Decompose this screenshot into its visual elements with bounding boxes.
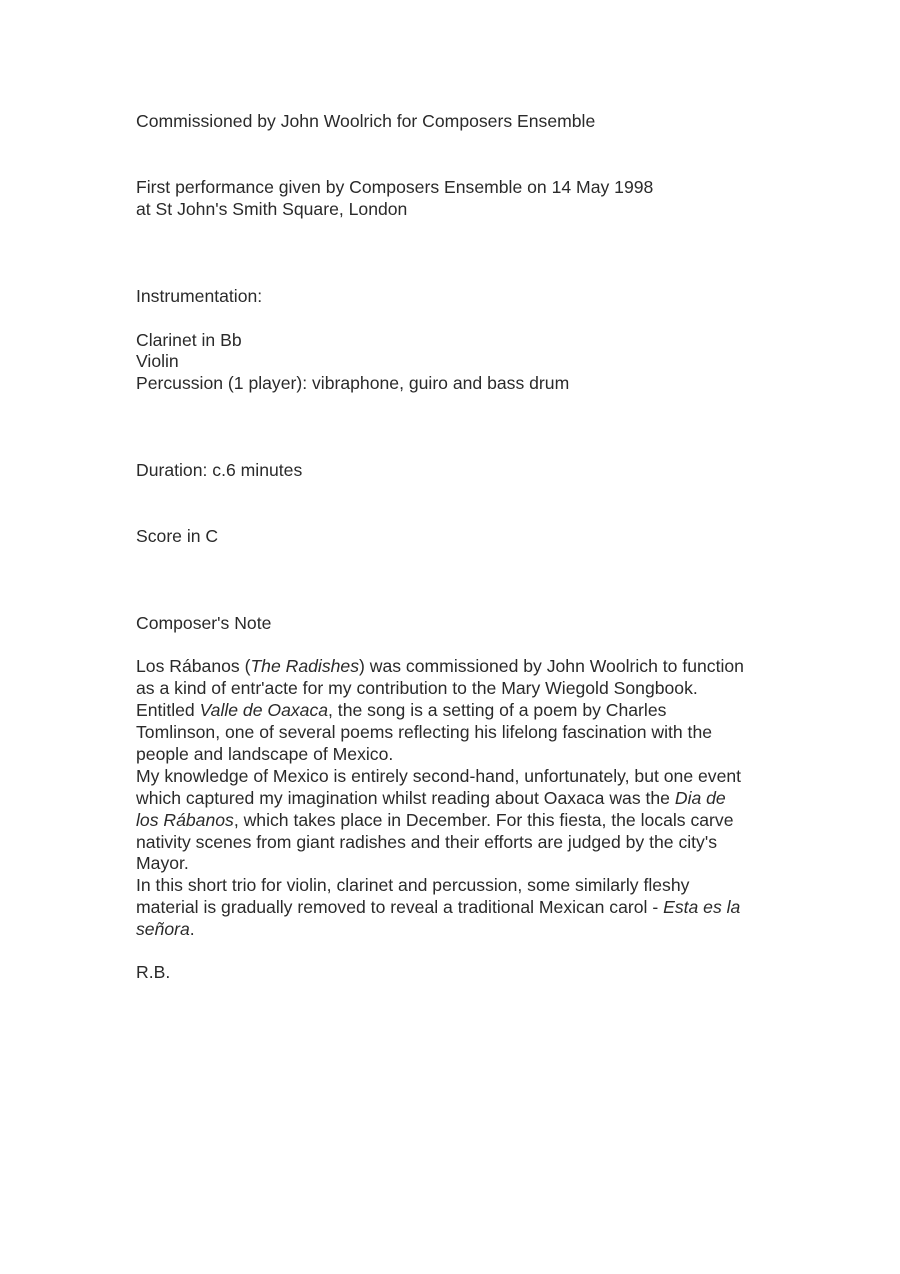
note-text: ) was commissioned by John Woolrich to function <box>359 656 744 676</box>
composers-note-heading: Composer's Note <box>136 613 272 633</box>
note-italic-text: Dia de <box>674 788 726 808</box>
note-line <box>136 896 740 918</box>
note-text: which captured my imagination whilst reading about Oaxaca was the <box>136 788 675 808</box>
note-line <box>136 918 195 940</box>
note-text: material is gradually removed to reveal a traditional Mexican carol - <box>136 897 664 917</box>
score-line: Score in C <box>136 526 219 546</box>
note-text: , which takes place in December. For this fiesta, the locals carve <box>233 810 734 830</box>
note-line <box>136 677 698 699</box>
note-text: Tomlinson, one of several poems reflecting his lifelong fascination with the <box>136 722 713 742</box>
note-line <box>136 721 712 743</box>
note-text: My knowledge of Mexico is entirely second-hand, unfortunately, but one event <box>136 766 742 786</box>
instrument-item: Violin <box>136 351 179 371</box>
note-text: as a kind of entr'acte for my contribution to the Mary Wiegold Songbook. <box>136 678 698 698</box>
note-line <box>136 852 189 874</box>
instrumentation-heading: Instrumentation: <box>136 286 263 306</box>
note-line <box>136 787 726 809</box>
note-text: people and landscape of Mexico. <box>136 744 394 764</box>
note-text: Los Rábanos ( <box>136 656 251 676</box>
note-line <box>136 809 734 831</box>
note-text: In this short trio for violin, clarinet and percussion, some similarly fleshy <box>136 875 690 895</box>
note-text: nativity scenes from giant radishes and their efforts are judged by the city's <box>136 832 717 852</box>
first-performance-line-1: First performance given by Composers Ensemble on 14 May 1998 <box>136 177 654 197</box>
note-italic-text: The Radishes <box>250 656 359 676</box>
note-line <box>136 831 717 853</box>
note-text: Entitled <box>136 700 200 720</box>
instrument-item: Percussion (1 player): vibraphone, guiro and bass drum <box>136 373 570 393</box>
note-line <box>136 874 689 896</box>
note-italic-text: señora <box>136 919 190 939</box>
note-italic-text: Valle de Oaxaca <box>199 700 329 720</box>
note-line <box>136 699 666 721</box>
note-text: , the song is a setting of a poem by Charles <box>328 700 667 720</box>
note-line <box>136 743 393 765</box>
note-italic-text: Esta es la <box>663 897 741 917</box>
note-italic-text: los Rábanos <box>136 810 234 830</box>
note-line <box>136 765 741 787</box>
duration-line: Duration: c.6 minutes <box>136 460 303 480</box>
commission-line: Commissioned by John Woolrich for Composers Ensemble <box>136 111 596 131</box>
first-performance-line-2: at St John's Smith Square, London <box>136 199 408 219</box>
note-line <box>136 655 744 677</box>
instrument-item: Clarinet in Bb <box>136 330 242 350</box>
note-text: Mayor. <box>136 853 189 873</box>
note-text: . <box>189 919 195 939</box>
signature: R.B. <box>136 962 171 982</box>
